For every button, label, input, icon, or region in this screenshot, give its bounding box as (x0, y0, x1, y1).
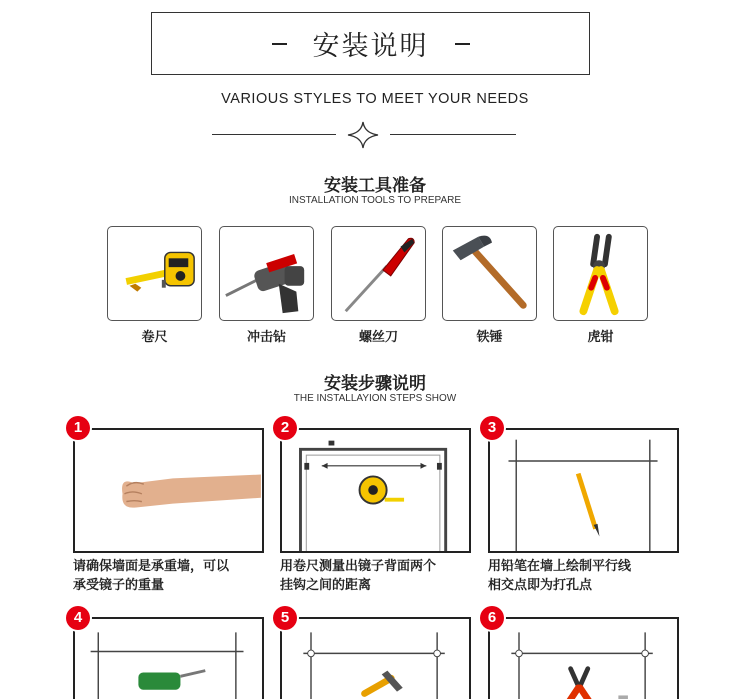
hammer-icon (443, 227, 536, 320)
step-number-badge: 3 (480, 416, 504, 440)
step-3-line-1: 用铅笔在墙上绘制平行线 (488, 559, 632, 574)
tool-label: 冲击钻 (246, 330, 286, 345)
step-number-badge: 4 (66, 606, 90, 630)
tool-label: 卷尺 (141, 330, 168, 345)
step-1-description (73, 558, 273, 595)
title-dash-left (272, 43, 287, 45)
pliers-icon (554, 227, 647, 320)
tool-label: 虎钳 (587, 330, 614, 345)
step-number-badge: 5 (273, 606, 297, 630)
screwdriver-icon (332, 227, 425, 320)
step-2-line-1: 用卷尺测量出镜子背面两个 (280, 559, 437, 574)
title-box (151, 12, 590, 75)
drill-wall-icon (75, 619, 262, 699)
step-3-description (488, 558, 688, 595)
tool-label: 铁锤 (476, 330, 503, 345)
title-dash-right (455, 43, 470, 45)
step-4-frame (73, 617, 264, 699)
step-2-description (280, 558, 480, 595)
tools-section-subtitle: INSTALLATION TOOLS TO PREPARE (288, 195, 462, 206)
pliers-wall-icon (490, 619, 677, 699)
tool-card-tape-measure (107, 226, 202, 321)
step-1-frame (73, 428, 264, 553)
pencil-lines-icon (490, 430, 677, 551)
divider-line-left (212, 134, 336, 135)
tape-measure-icon (108, 227, 201, 320)
mirror-back-measure-icon (282, 430, 469, 551)
tool-card-pliers (553, 226, 648, 321)
tools-section-title: 安装工具准备 (324, 176, 426, 196)
step-number-badge: 1 (66, 416, 90, 440)
page-subtitle: VARIOUS STYLES TO MEET YOUR NEEDS (221, 91, 529, 107)
step-number-badge: 6 (480, 606, 504, 630)
step-1-line-1: 请确保墙面是承重墙，可以 (73, 559, 230, 574)
steps-section-subtitle: THE INSTALLAYION STEPS SHOW (293, 393, 457, 404)
step-2-frame (280, 428, 471, 553)
impact-drill-icon (220, 227, 313, 320)
step-6-frame (488, 617, 679, 699)
tool-card-impact-drill (219, 226, 314, 321)
tool-card-screwdriver (331, 226, 426, 321)
steps-section-title: 安装步骤说明 (324, 374, 426, 394)
page-title: 安装说明 (312, 31, 429, 62)
sparkle-icon (347, 121, 379, 149)
fist-arm-icon (75, 430, 262, 551)
step-3-frame (488, 428, 679, 553)
divider-line-right (390, 134, 516, 135)
tool-label: 螺丝刀 (358, 330, 398, 345)
step-3-line-2: 相交点即为打孔点 (488, 577, 593, 593)
step-number-badge: 2 (273, 416, 297, 440)
step-1-line-2: 承受镜子的重量 (73, 577, 165, 593)
tool-card-hammer (442, 226, 537, 321)
step-2-line-2: 挂钩之间的距离 (280, 577, 372, 593)
hammer-wall-icon (282, 619, 469, 699)
step-5-frame (280, 617, 471, 699)
